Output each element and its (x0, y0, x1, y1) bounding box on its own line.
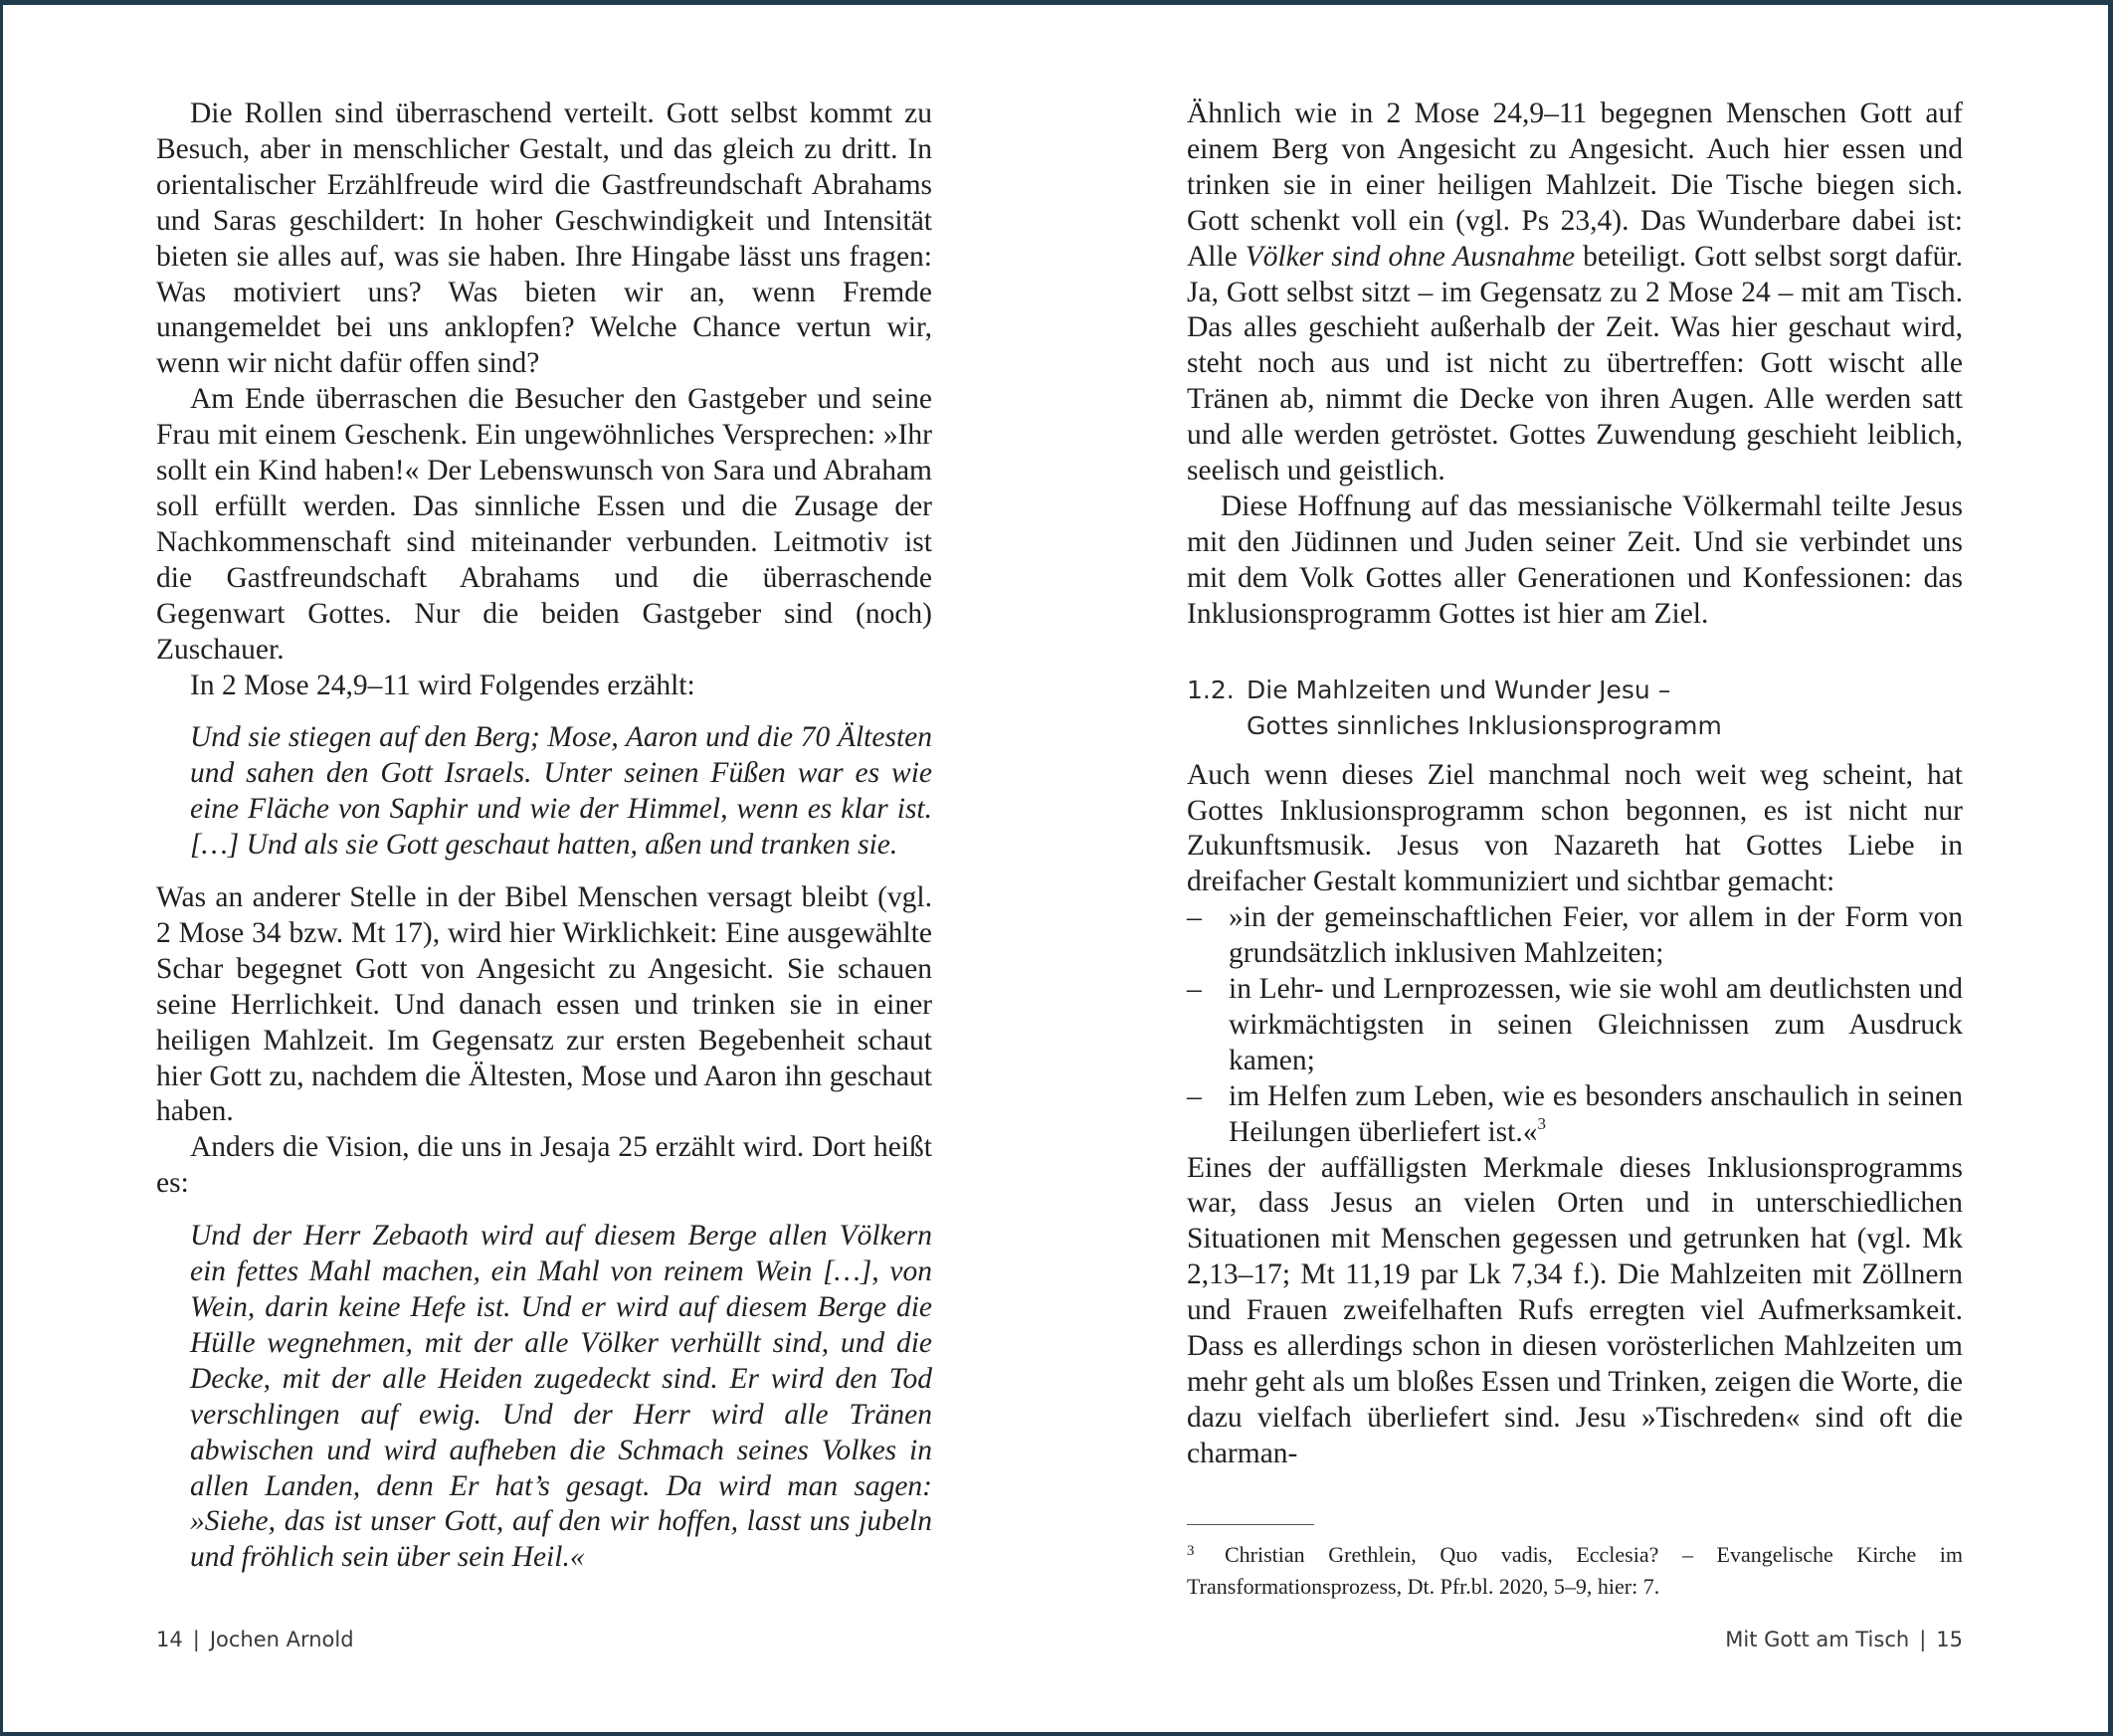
body-paragraph: Auch wenn dieses Ziel manchmal noch weit weg scheint, hat Gottes Inklusionsprogramm schon begonnen, es ist nicht nur Zukunftsmusik. Jesus von Nazareth hat Gottes Liebe in dreifacher Gestalt kommuniziert und sichtbar gemacht: (1187, 758, 1963, 898)
footnote-reference[interactable]: 3 (1537, 1113, 1546, 1133)
footnote: 3 Christian Grethlein, Quo vadis, Ecclesia? – Evangelische Kirche im Transformationsprozess, Dt. Pfr.bl. 2020, 5–9, hier: 7. (1187, 1541, 1963, 1599)
body-paragraph: Diese Hoffnung auf das messianische Völkermahl teilte Jesus mit den Jüdinnen und Juden seiner Zeit. Und sie verbindet uns mit dem Volk Gottes aller Generationen und Konfessionen: das Inklusionsprogramm Gottes ist hier am Ziel. (1187, 489, 1963, 630)
running-head-title: Mit Gott am Tisch (1725, 1628, 1910, 1651)
folio-separator: | (192, 1628, 200, 1651)
footnote-rule (1187, 1524, 1314, 1525)
left-page (3, 5, 1056, 1732)
text-run: beteiligt. Gott selbst sorgt dafür. Ja, Gott selbst sitzt – im Gegensatz zu 2 Mose 24 – mit am Tisch. Das alles geschieht außerhalb der Zeit. Was hier geschaut wird, steht noch aus und ist nicht zu übertreffen: Gott wischt alle Tränen ab, nimmt die Decke von ihren Augen. Alle werden satt und alle werden getröstet. Gottes Zuwendung geschieht leiblich, seelisch und geistlich. (1187, 240, 1964, 487)
list-dash: – (1187, 973, 1202, 1006)
book-spread (3, 5, 2108, 1732)
bible-quote-exodus: Und sie stiegen auf den Berg; Mose, Aaron und die 70 Ältesten und sahen den Gott Israels. Unter seinen Füßen war es wie eine Fläche von Saphir und wie der Himmel, wenn es klar ist. […] Und als sie Gott geschaut hatten, aßen und tranken sie. (190, 721, 932, 862)
right-page (1056, 5, 2108, 1732)
dash-list (1187, 900, 1963, 1150)
heading-line: Die Mahlzeiten und Wunder Jesu – (1247, 675, 1671, 704)
list-dash: – (1187, 901, 1202, 934)
list-item (1187, 972, 1963, 1079)
emphasis-text: Völker sind ohne Ausnahme (1245, 240, 1576, 273)
left-folio (156, 1628, 354, 1651)
right-text-column (1187, 96, 1963, 1603)
section-number: 1.2. (1187, 675, 1235, 704)
running-head-author: Jochen Arnold (209, 1628, 354, 1651)
body-paragraph: Die Rollen sind überraschend verteilt. Gott selbst kommt zu Besuch, aber in menschlicher Gestalt, und das gleich zu dritt. In orientalischer Erzählfreude wird die Gastfreundschaft Abrahams und Saras geschildert: In hoher Geschwindigkeit und Intensität bieten sie alles auf, was sie haben. Ihre Hingabe lässt uns fragen: Was motiviert uns? Was bieten wir an, wenn Fremde unangemeldet bei uns anklopfen? Welche Chance vertun wir, wenn wir nicht dafür offen sind? (156, 97, 932, 380)
body-paragraph (1187, 96, 1963, 489)
page-number: 15 (1936, 1628, 1963, 1651)
body-paragraph: Am Ende überraschen die Besucher den Gastgeber und seine Frau mit einem Geschenk. Ein ungewöhnliches Versprechen: »Ihr sollt ein Kind haben!« Der Lebenswunsch von Sara und Abraham soll erfüllt werden. Das sinnliche Essen und die Zusage der Nachkommenschaft sind miteinander verbunden. Leitmotiv ist die Gastfreundschaft Abrahams und die überraschende Gegenwart Gottes. Nur die beiden Gastgeber sind (noch) Zuschauer. (156, 383, 932, 666)
list-dash: – (1187, 1079, 1202, 1112)
bible-quote-isaiah: Und der Herr Zebaoth wird auf diesem Berge allen Völkern ein fettes Mahl machen, ein Mahl von reinem Wein […], von Wein, darin keine Hefe ist. Und er wird auf diesem Berge die Hülle wegnehmen, mit der alle Völker verhüllt sind, und die Decke, mit der alle Heiden zugedeckt sind. Er wird den Tod verschlingen auf ewig. Und der Herr wird alle Tränen abwischen und wird aufheben die Schmach seines Volkes in allen Landen, denn Er hat’s gesagt. Da wird man sagen: »Siehe, das ist unser Gott, auf den wir hoffen, lasst uns jubeln und fröhlich sein über sein Heil.« (190, 1220, 932, 1574)
text-run: Ähnlich wie in 2 Mose 24,9–11 begegnen Menschen Gott auf einem Berg von Angesicht zu Angesicht. Auch hier essen und trinken sie in einer heiligen Mahlzeit. Die Tische biegen sich. Gott schenkt voll ein (vgl. Ps 23,4). Das Wunderbare dabei ist: Alle (1187, 97, 1963, 273)
body-paragraph: Was an anderer Stelle in der Bibel Menschen versagt bleibt (vgl. 2 Mose 34 bzw. Mt 17), wird hier Wirklichkeit: Eine ausgewählte Schar begegnet Gott von Angesicht zu Angesicht. Sie schauen seine Herrlichkeit. Und danach essen und trinken sie in einer heiligen Mahlzeit. Im Gegensatz zur ersten Begebenheit schaut hier Gott zu, nachdem die Ältesten, Mose und Aaron ihn geschaut haben. (156, 881, 932, 1128)
left-text-column (156, 96, 932, 1593)
body-paragraph: Eines der auffälligsten Merkmale dieses Inklusionsprogramms war, dass Jesus an vielen Orten und in unterschiedlichen Situationen mit Menschen gegessen und getrunken hat (vgl. Mk 2,13–17; Mt 11,19 par Lk 7,34 f.). Die Mahlzeiten mit Zöllnern und Frauen zweifelhaften Rufs erregten viel Aufmerksamkeit. Dass es allerdings schon in diesen vorösterlichen Mahlzeiten um mehr geht als um bloßes Essen und Trinken, zeigen die Worte, die dazu vielfach überliefert sind. Jesu »Tischreden« sind oft die charman- (1187, 1151, 1963, 1469)
list-item-text: in Lehr- und Lernprozessen, wie sie wohl am deutlichsten und wirkmächtigsten in seinen Gleichnissen zum Ausdruck kamen; (1229, 973, 1963, 1076)
footnote-text: Christian Grethlein, Quo vadis, Ecclesia? – Evangelische Kirche im Transformationsprozess, Dt. Pfr.bl. 2020, 5–9, hier: 7. (1187, 1541, 1963, 1599)
list-item (1187, 1079, 1963, 1151)
body-paragraph: In 2 Mose 24,9–11 wird Folgendes erzählt: (190, 669, 695, 701)
section-heading (1187, 673, 1963, 744)
folio-separator: | (1919, 1628, 1927, 1651)
page-number: 14 (156, 1628, 183, 1651)
heading-line: Gottes sinnliches Inklusionsprogramm (1247, 710, 1722, 740)
body-paragraph: Anders die Vision, die uns in Jesaja 25 erzählt wird. Dort heißt es: (156, 1131, 932, 1200)
list-item-text: »in der gemeinschaftlichen Feier, vor allem in der Form von grundsätzlich inklusiven Mahlzeiten; (1229, 901, 1963, 970)
list-item-text: im Helfen zum Leben, wie es besonders anschaulich in seinen Heilungen überliefert ist.« (1229, 1079, 1963, 1148)
list-item (1187, 900, 1963, 972)
right-folio (1725, 1628, 1963, 1651)
